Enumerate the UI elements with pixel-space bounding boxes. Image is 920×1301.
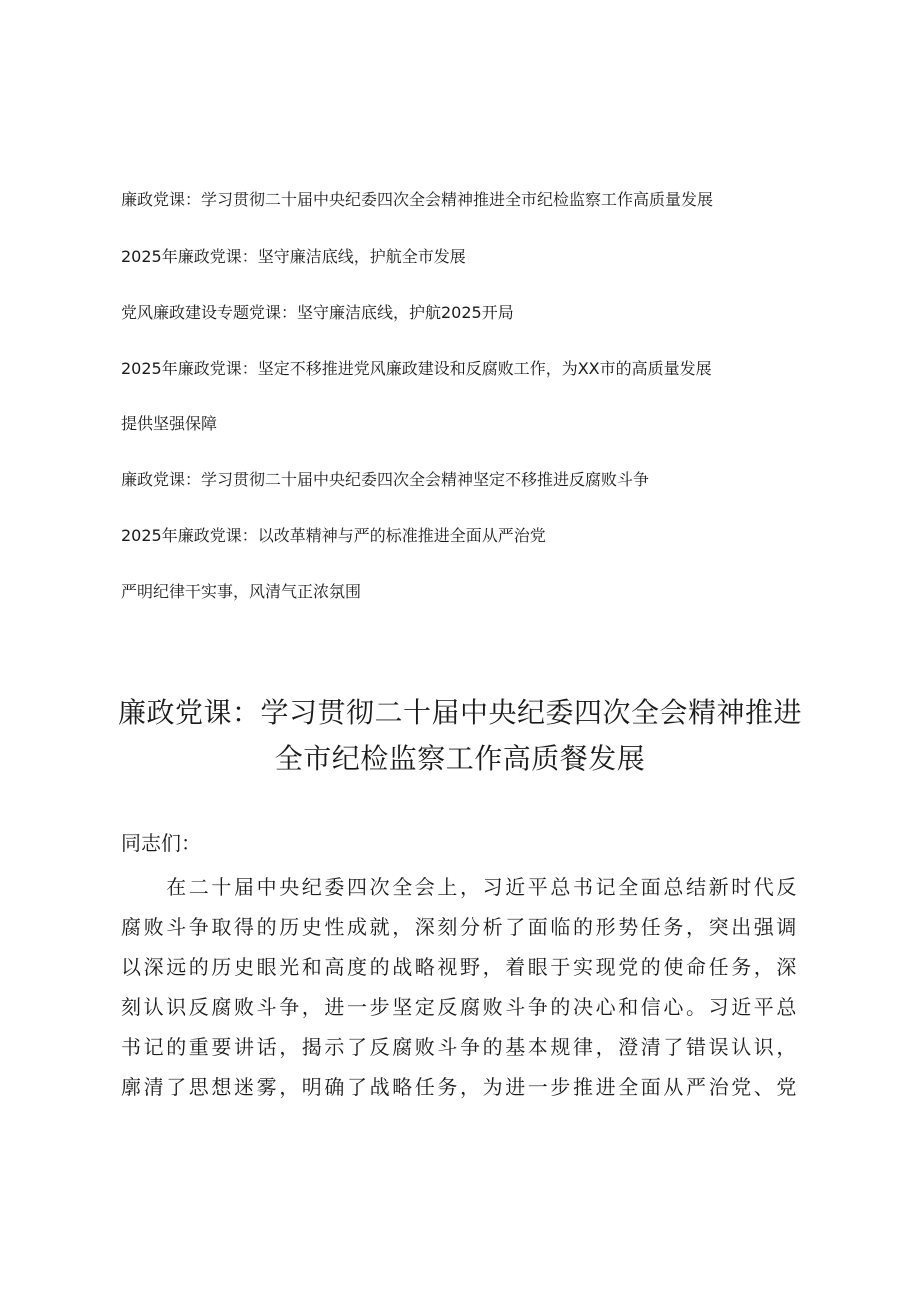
title-line-2: 全市纪检监察工作高质餐发展 (274, 742, 646, 775)
toc-item: 廉政党课：学习贯彻二十届中央纪委四次全会精神坚定不移推进反腐败斗争 (121, 470, 650, 489)
body-line: 书记的重要讲话，揭示了反腐败斗争的基本规律，澄清了错误认识， (121, 1035, 799, 1059)
toc-item: 2025年廉政党课：以改革精神与严的标准推进全面从严治党 (121, 526, 546, 545)
toc-item: 2025年廉政党课：坚守廉洁底线，护航全市发展 (121, 247, 466, 266)
body-line: 刻认识反腐败斗争，进一步坚定反腐败斗争的决心和信心。习近平总 (121, 995, 799, 1019)
toc-item: 廉政党课：学习贯彻二十届中央纪委四次全会精神推进全市纪检监察工作高质量发展 (121, 190, 714, 209)
toc-item: 提供坚强保障 (121, 414, 218, 433)
body-line: 腐败斗争取得的历史性成就，深刻分析了面临的形势任务，突出强调 (121, 915, 799, 939)
body-line: 廓清了思想迷雾，明确了战略任务，为进一步推进全面从严治党、党 (121, 1075, 799, 1099)
toc-item: 严明纪律干实事，风清气正浓氛围 (121, 582, 362, 601)
salutation: 同志们： (121, 831, 201, 855)
toc-item: 2025年廉政党课：坚定不移推进党风廉政建设和反腐败工作，为XX市的高质量发展 (121, 359, 712, 378)
toc-item: 党风廉政建设专题党课：坚守廉洁底线，护航2025开局 (121, 303, 514, 322)
title-line-1: 廉政党课：学习贯彻二十届中央纪委四次全会精神推进 (117, 696, 802, 729)
document-title (0, 690, 920, 782)
body-line: 以深远的历史眼光和高度的战略视野，着眼于实现党的使命任务，深 (121, 955, 799, 979)
body-line: 在二十届中央纪委四次全会上，习近平总书记全面总结新时代反 (121, 875, 799, 899)
